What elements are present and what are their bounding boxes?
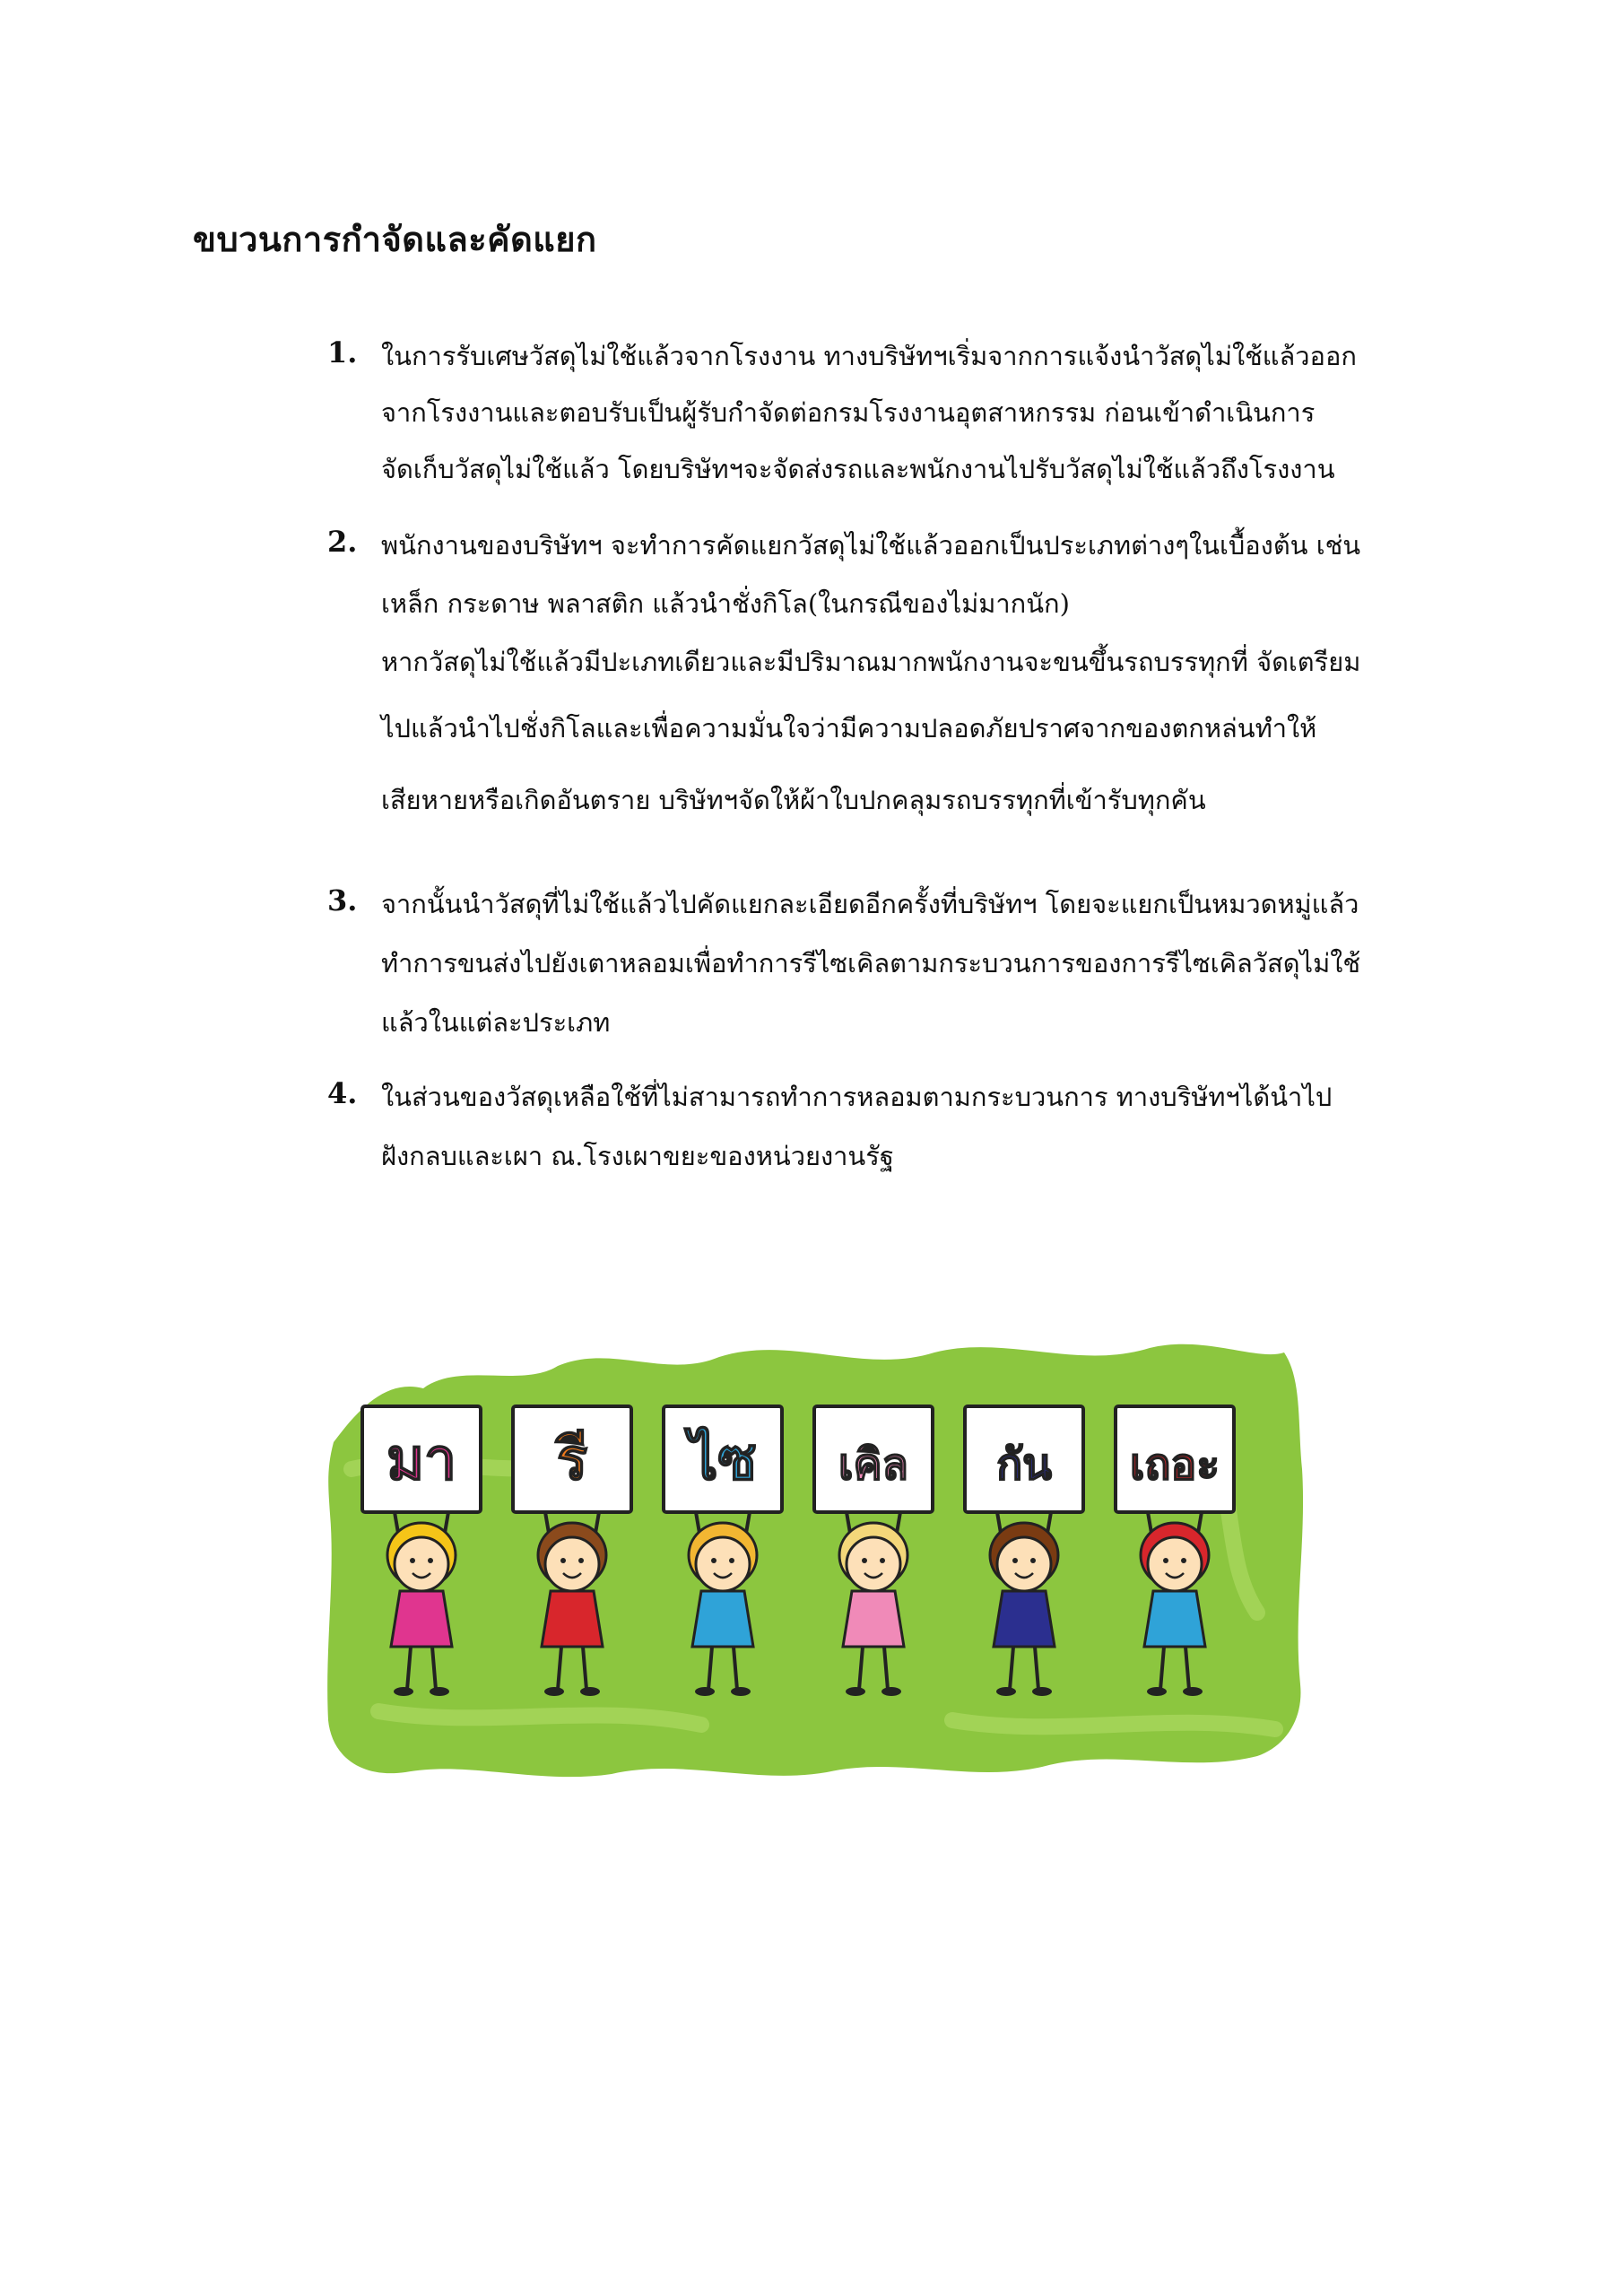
eye <box>1030 1558 1036 1563</box>
recycle-banner-illustration <box>325 1326 1309 1785</box>
eye <box>880 1558 885 1563</box>
eye <box>428 1558 433 1563</box>
eye <box>862 1558 867 1563</box>
shoe <box>846 1687 865 1696</box>
head <box>1148 1537 1202 1591</box>
step-line: จากนั้นนำวัสดุที่ไม่ใช้แล้วไปคัดแยกละเอียดอีกครั้งที่บริษัทฯ โดยจะแยกเป็นหมวดหมู่แล้ว <box>381 889 1359 919</box>
body <box>994 1591 1055 1647</box>
step-line: เสียหายหรือเกิดอันตราย บริษัทฯจัดให้ผ้าใบปกคลุมรถบรรทุกที่เข้ารับทุกคัน <box>381 785 1206 815</box>
head <box>847 1537 900 1591</box>
shoe <box>1183 1687 1203 1696</box>
head <box>545 1537 599 1591</box>
shoe <box>695 1687 715 1696</box>
shoe <box>394 1687 413 1696</box>
sign-text: เถอะ <box>1129 1439 1220 1490</box>
step-line: จากโรงงานและตอบรับเป็นผู้รับกำจัดต่อกรมโรงงานอุตสาหกรรม ก่อนเข้าดำเนินการ <box>381 397 1316 428</box>
eye <box>578 1558 584 1563</box>
shoe <box>580 1687 600 1696</box>
eye <box>560 1558 566 1563</box>
sign-text: กัน <box>996 1439 1052 1490</box>
shoe <box>430 1687 449 1696</box>
step-number: 1. <box>327 335 358 370</box>
body <box>1144 1591 1205 1647</box>
body <box>542 1591 603 1647</box>
shoe <box>996 1687 1016 1696</box>
step-number: 2. <box>327 525 358 559</box>
step-line: ฝังกลบและเผา ณ.โรงเผาขยะของหน่วยงานรัฐ <box>381 1141 894 1171</box>
shoe <box>881 1687 901 1696</box>
page-title: ขบวนการกำจัดและคัดแยก <box>193 219 597 259</box>
head <box>997 1537 1051 1591</box>
head <box>395 1537 448 1591</box>
sign-text: รี <box>556 1427 588 1493</box>
body <box>692 1591 753 1647</box>
step-line: จัดเก็บวัสดุไม่ใช้แล้ว โดยบริษัทฯจะจัดส่งรถและพนักงานไปรับวัสดุไม่ใช้แล้วถึงโรงงาน <box>381 454 1335 484</box>
step-line: พนักงานของบริษัทฯ จะทำการคัดแยกวัสดุไม่ใช้แล้วออกเป็นประเภทต่างๆในเบื้องต้น เช่น <box>381 530 1361 561</box>
step-line: ในการรับเศษวัสดุไม่ใช้แล้วจากโรงงาน ทางบริษัทฯเริ่มจากการแจ้งนำวัสดุไม่ใช้แล้วออก <box>381 341 1357 371</box>
step-number: 3. <box>327 883 358 918</box>
sign-text: เคิล <box>838 1439 908 1490</box>
shoe <box>1032 1687 1052 1696</box>
step-line: แล้วในแต่ละประเภท <box>381 1007 611 1038</box>
eye <box>1163 1558 1168 1563</box>
sign-text: มา <box>386 1427 457 1493</box>
step-line: เหล็ก กระดาษ พลาสติก แล้วนำชั่งกิโล(ในกรณีของไม่มากนัก) <box>381 588 1070 619</box>
eye <box>729 1558 734 1563</box>
shoe <box>1147 1687 1167 1696</box>
eye <box>1012 1558 1018 1563</box>
eye <box>711 1558 716 1563</box>
body <box>391 1591 452 1647</box>
step-number: 4. <box>327 1076 358 1110</box>
step-line: ไปแล้วนำไปชั่งกิโลและเพื่อความมั่นใจว่ามีความปลอดภัยปราศจากของตกหล่นทำให้ <box>381 713 1317 744</box>
body <box>843 1591 904 1647</box>
step-line: ทำการขนส่งไปยังเตาหลอมเพื่อทำการรีไซเคิลตามกระบวนการของการรีไซเคิลวัสดุไม่ใช้ <box>381 948 1361 978</box>
shoe <box>544 1687 564 1696</box>
step-line: หากวัสดุไม่ใช้แล้วมีปะเภทเดียวและมีปริมาณมากพนักงานจะขนขึ้นรถบรรทุกที่ จัดเตรียม <box>381 647 1361 677</box>
sign-text: ไซ <box>689 1427 757 1493</box>
head <box>696 1537 750 1591</box>
eye <box>1181 1558 1186 1563</box>
step-line: ในส่วนของวัสดุเหลือใช้ที่ไม่สามารถทำการหลอมตามกระบวนการ ทางบริษัทฯได้นำไป <box>381 1082 1333 1112</box>
eye <box>410 1558 415 1563</box>
shoe <box>731 1687 751 1696</box>
